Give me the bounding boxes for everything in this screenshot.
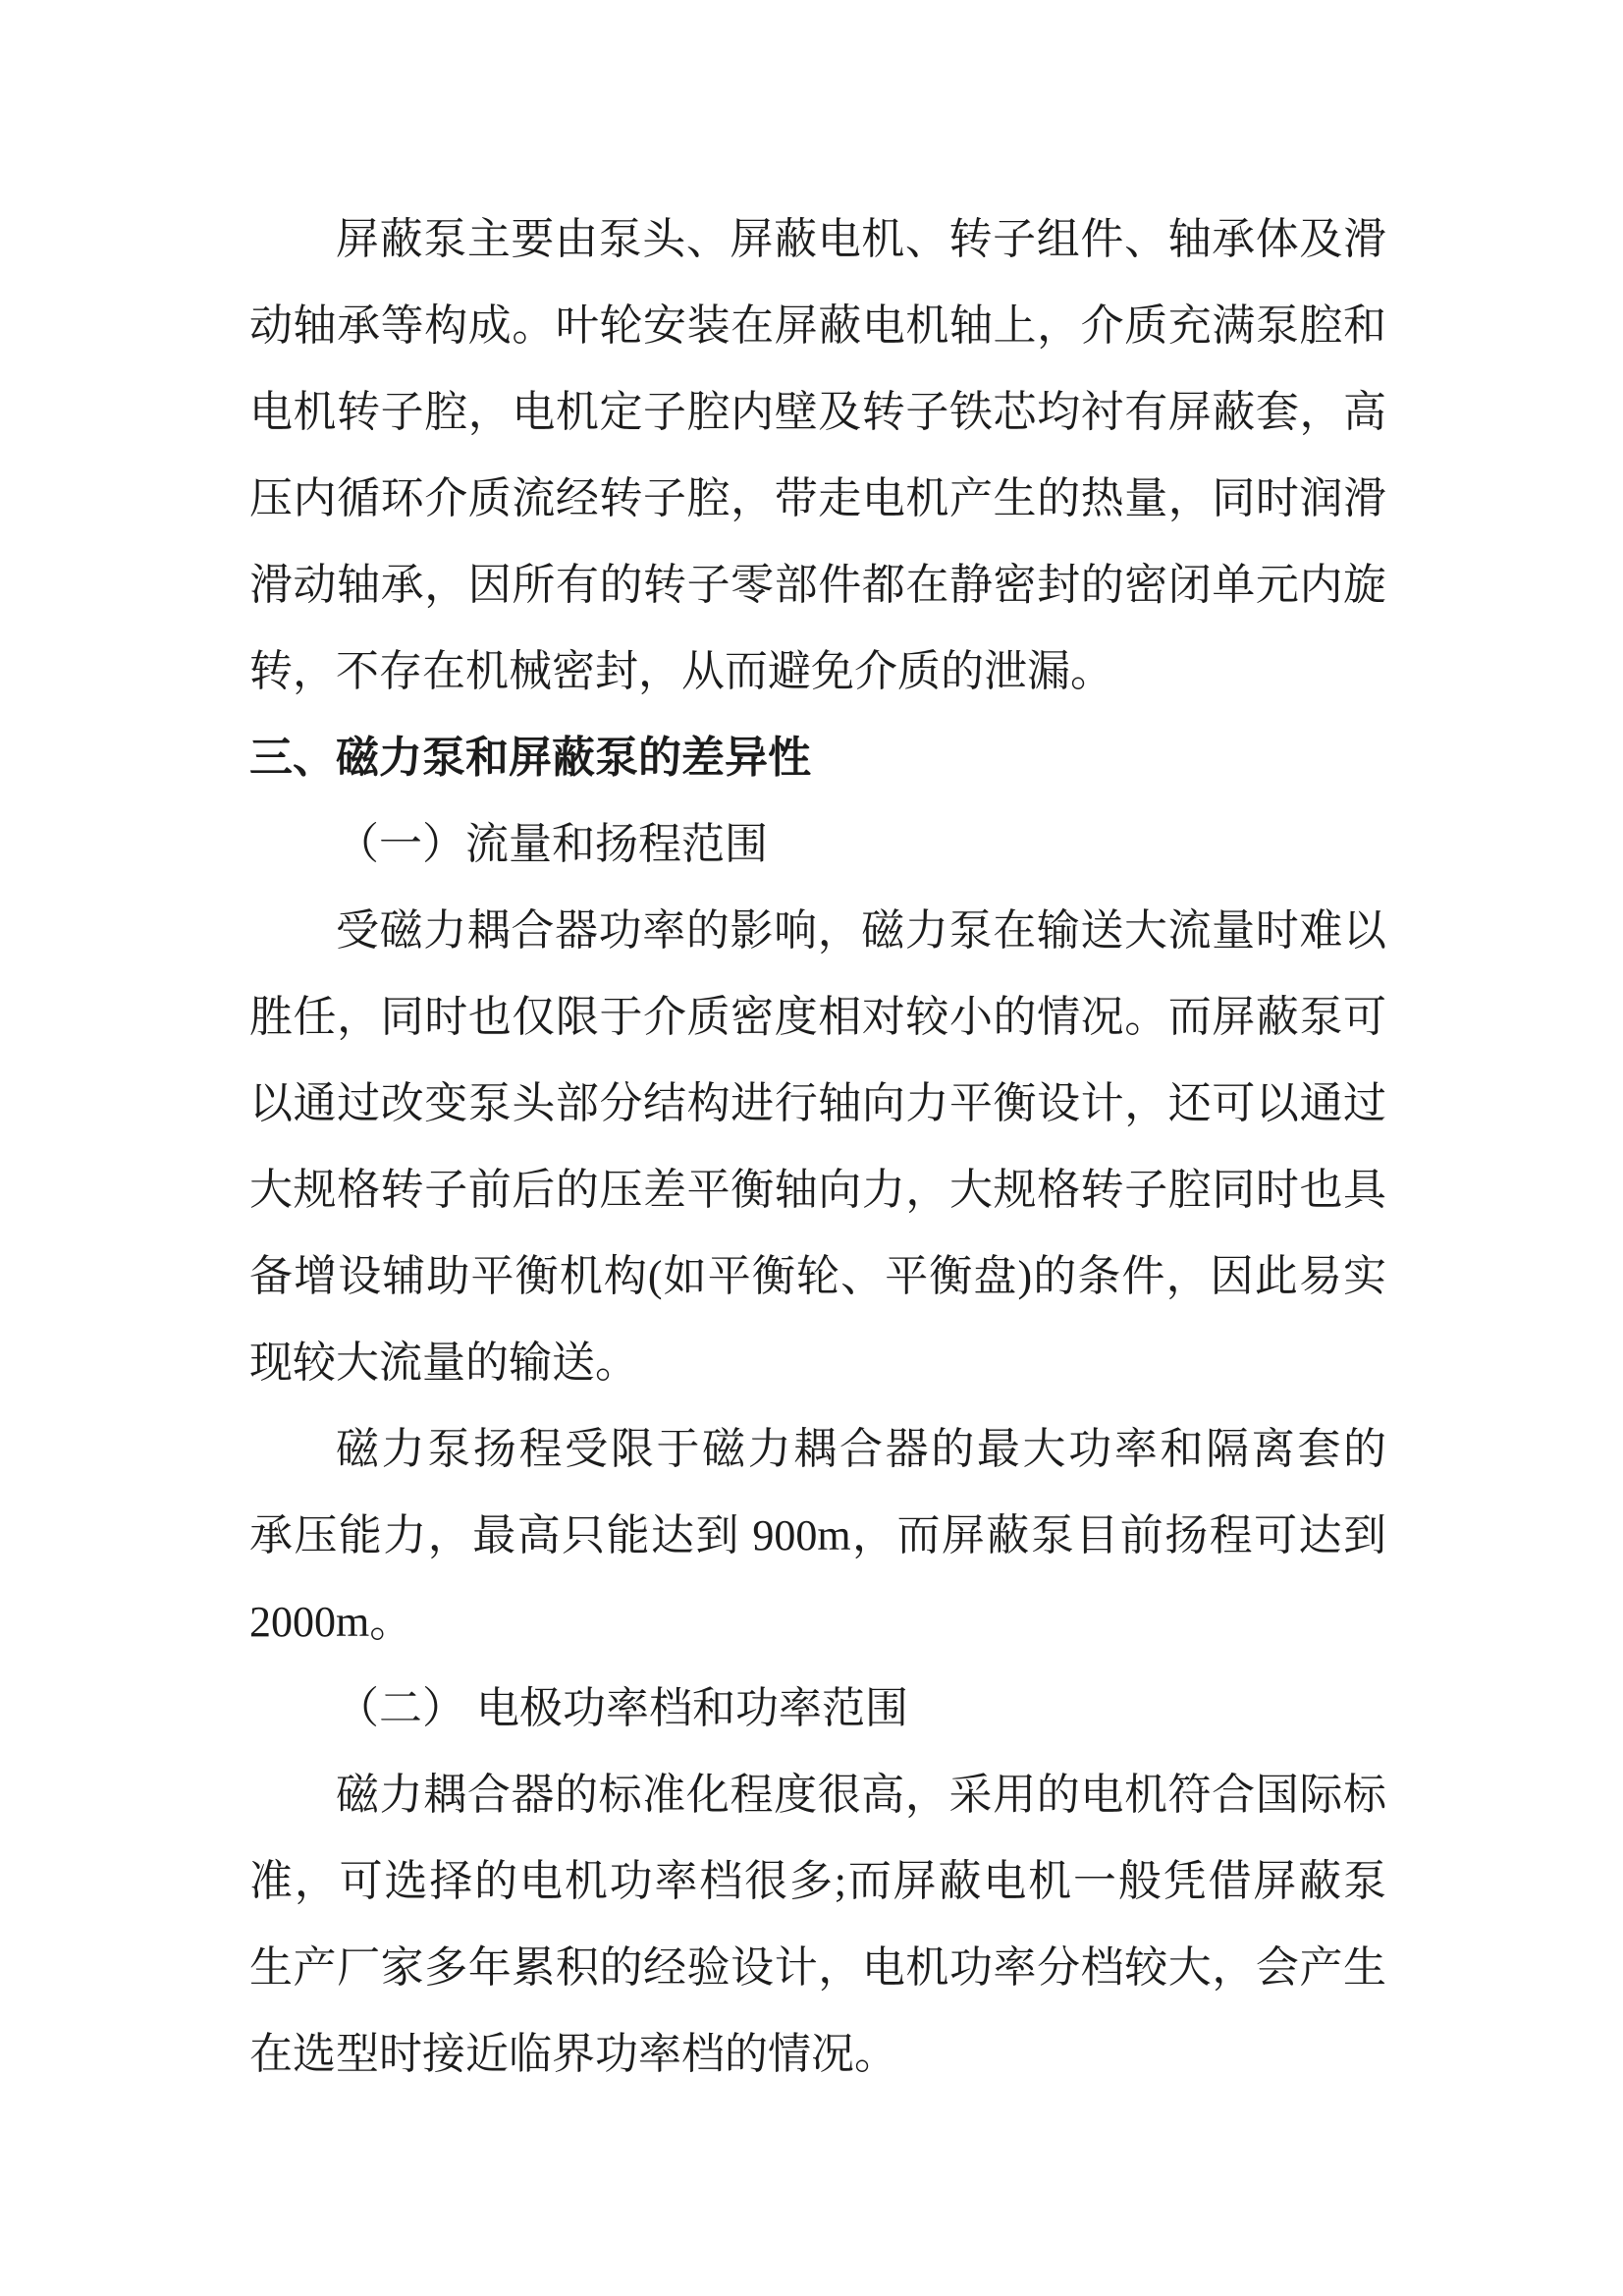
paragraph-2-line-6: 现较大流量的输送。: [249, 1339, 638, 1387]
paragraph-1-line-6: 转，不存在机械密封，从而避免介质的泄漏。: [249, 647, 1113, 695]
paragraph-1-line-5: 滑动轴承，因所有的转子零部件都在静密封的密闭单元内旋: [249, 561, 1386, 609]
document-body: [249, 196, 1386, 2098]
paragraph-3-line-2: 承压能力，最高只能达到 900m，而屏蔽泵目前扬程可达到: [249, 1511, 1386, 1559]
subheading-2: （二） 电极功率档和功率范围: [336, 1684, 908, 1732]
paragraph-2-line-4: 大规格转子前后的压差平衡轴向力，大规格转子腔同时也具: [249, 1166, 1386, 1214]
paragraph-1-line-4: 压内循环介质流经转子腔，带走电机产生的热量，同时润滑: [249, 474, 1386, 522]
paragraph-1-line-2: 动轴承等构成。叶轮安装在屏蔽电机轴上，介质充满泵腔和: [249, 301, 1386, 350]
paragraph-2-line-1: 受磁力耦合器功率的影响，磁力泵在输送大流量时难以: [336, 906, 1386, 955]
paragraph-1-line-1: 屏蔽泵主要由泵头、屏蔽电机、转子组件、轴承体及滑: [336, 215, 1386, 263]
subheading-1: （一）流量和扬程范围: [336, 820, 768, 868]
paragraph-3-line-1: 磁力泵扬程受限于磁力耦合器的最大功率和隔离套的: [336, 1425, 1386, 1473]
paragraph-1-line-3: 电机转子腔，电机定子腔内壁及转子铁芯均衬有屏蔽套，高: [249, 388, 1386, 436]
paragraph-4-line-1: 磁力耦合器的标准化程度很高，采用的电机符合国际标: [336, 1771, 1386, 1819]
section-heading: 三、磁力泵和屏蔽泵的差异性: [249, 734, 811, 782]
paragraph-2-line-2: 胜任，同时也仅限于介质密度相对较小的情况。而屏蔽泵可: [249, 993, 1386, 1041]
paragraph-4-line-3: 生产厂家多年累积的经验设计，电机功率分档较大，会产生: [249, 1943, 1386, 1992]
paragraph-2-line-3: 以通过改变泵头部分结构进行轴向力平衡设计，还可以通过: [249, 1079, 1386, 1127]
paragraph-3-line-3: 2000m。: [249, 1598, 413, 1646]
paragraph-4-line-4: 在选型时接近临界功率档的情况。: [249, 2030, 897, 2078]
paragraph-2-line-5: 备增设辅助平衡机构(如平衡轮、平衡盘)的条件，因此易实: [249, 1252, 1386, 1300]
paragraph-4-line-2: 准，可选择的电机功率档很多;而屏蔽电机一般凭借屏蔽泵: [249, 1857, 1386, 1905]
